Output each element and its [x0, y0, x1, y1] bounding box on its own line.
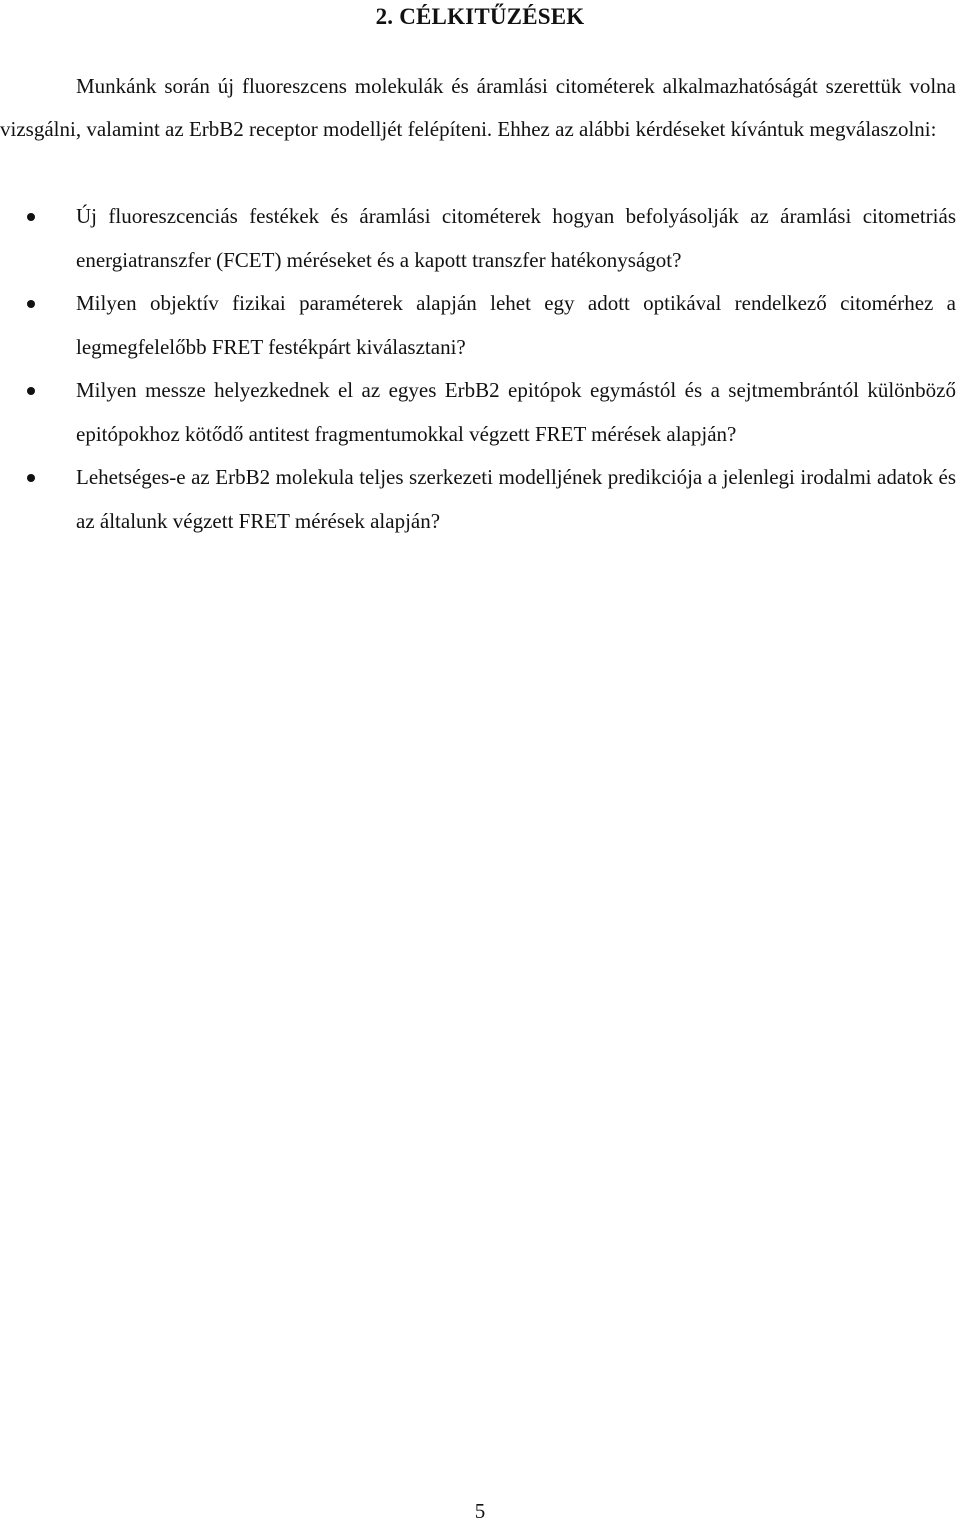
bullet-icon: [27, 387, 35, 395]
question-list: [0, 195, 956, 543]
list-item: [0, 456, 956, 543]
section-heading: 2. CÉLKITŰZÉSEK: [375, 4, 585, 29]
list-item: [0, 282, 956, 369]
bullet-icon: [27, 474, 35, 482]
bullet-icon: [27, 213, 35, 221]
list-item: [0, 369, 956, 456]
question-text: Milyen objektív fizikai paraméterek alapján lehet egy adott optikával rendelkező citomérhez a legmegfelelőbb FRET festékpárt kiválasztani?: [76, 291, 956, 359]
bullet-icon: [27, 300, 35, 308]
question-text: Milyen messze helyezkednek el az egyes ErbB2 epitópok egymástól és a sejtmembrántól különböző epitópokhoz kötődő antitest fragmentumokkal végzett FRET mérések alapján?: [76, 378, 956, 446]
intro-paragraph: Munkánk során új fluoreszcens molekulák és áramlási citométerek alkalmazhatóságát szerettük volna vizsgálni, valamint az ErbB2 receptor modelljét felépíteni. Ehhez az alábbi kérdéseket kívántuk megválaszolni:: [0, 74, 956, 141]
question-text: Új fluoreszcenciás festékek és áramlási citométerek hogyan befolyásolják az áramlási citometriás energiatranszfer (FCET) méréseket és a kapott transzfer hatékonyságot?: [76, 204, 956, 272]
question-text: Lehetséges-e az ErbB2 molekula teljes szerkezeti modelljének predikciója a jelenlegi irodalmi adatok és az általunk végzett FRET mérések alapján?: [76, 465, 956, 533]
page-number: 5: [474, 1499, 486, 1523]
list-item: [0, 195, 956, 282]
